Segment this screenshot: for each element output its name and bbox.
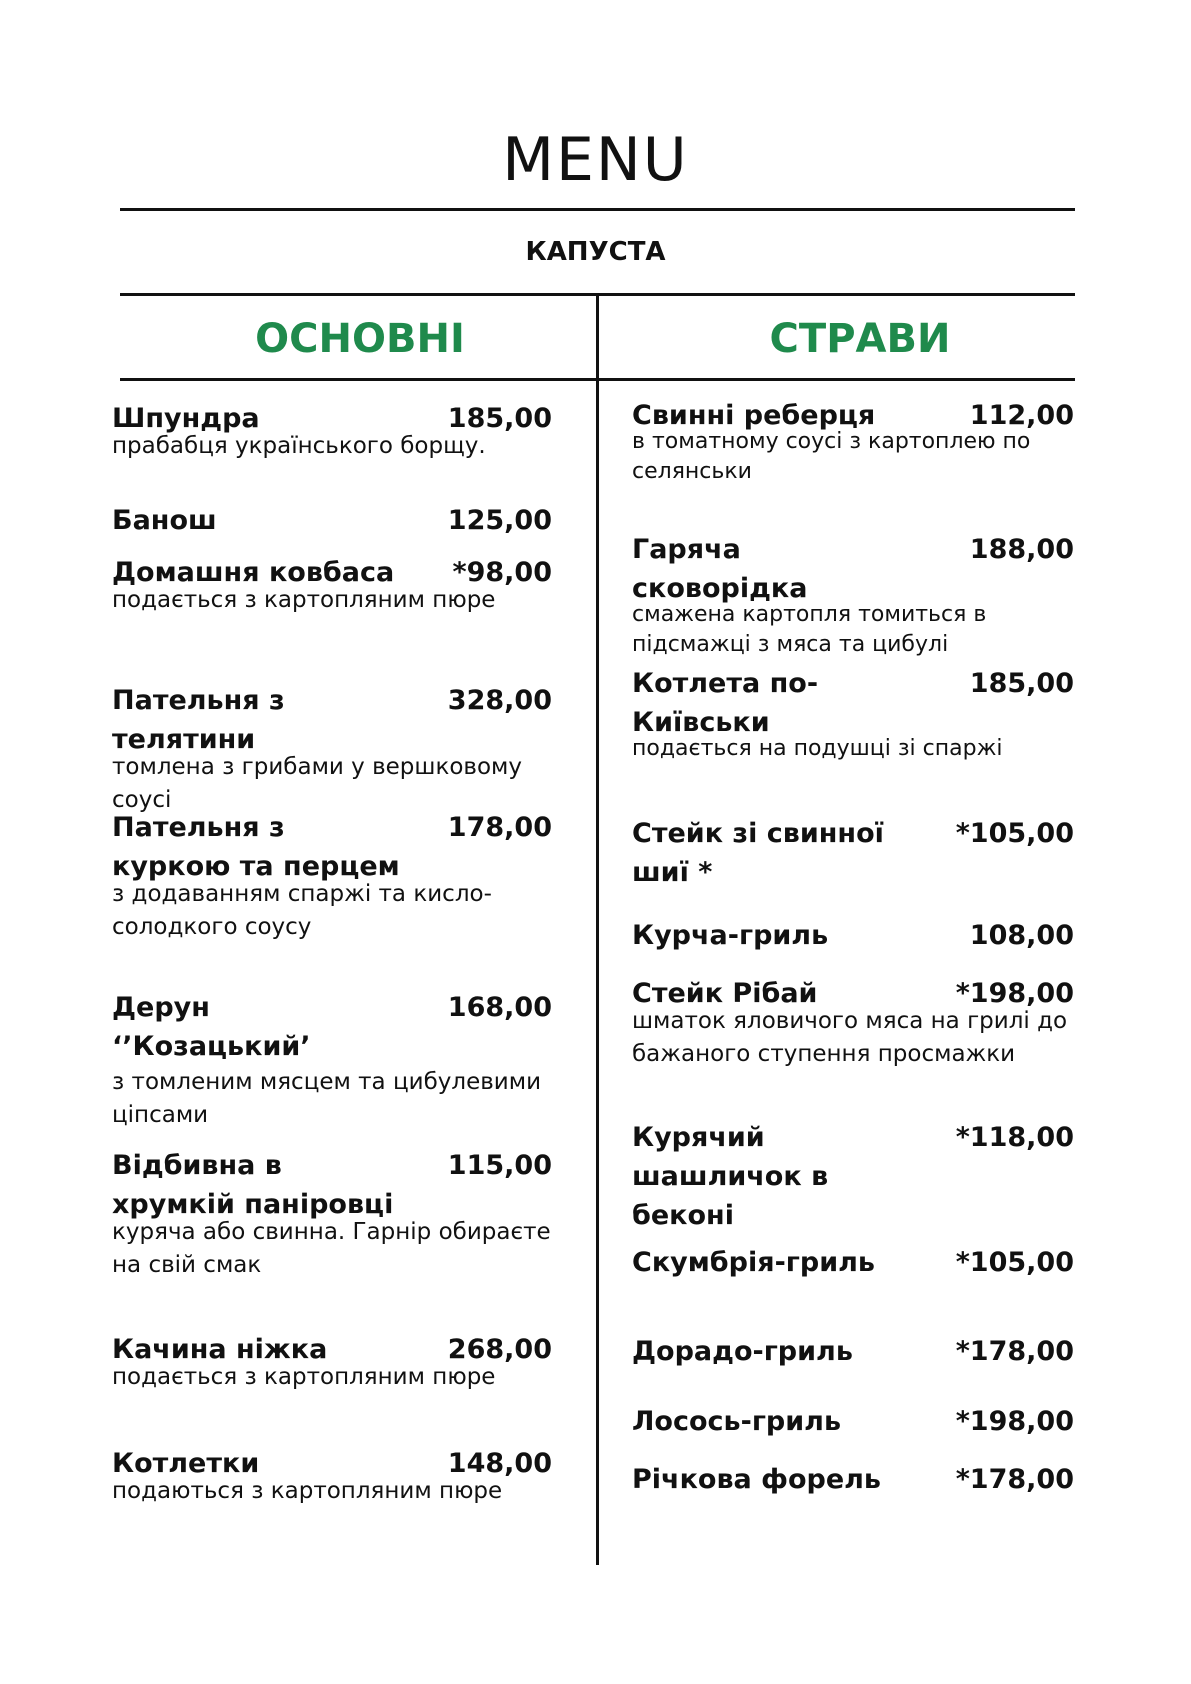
- item-price: 168,00: [447, 992, 552, 1023]
- item-price: *198,00: [955, 1406, 1074, 1437]
- item-description: подається з картопляним пюре: [112, 587, 496, 613]
- menu-item: [632, 814, 1074, 892]
- item-name: Котлетки: [112, 1448, 260, 1479]
- item-name: Скумбрія-гриль: [632, 1247, 875, 1278]
- item-name: Котлета по-Київськи: [632, 668, 819, 738]
- menu-item: [632, 1402, 1074, 1441]
- item-price: 185,00: [447, 403, 552, 434]
- item-name: Шпундра: [112, 403, 260, 434]
- item-description: смажена картопля томиться в підсмажці з мяса та цибулі: [632, 602, 987, 657]
- item-price: *118,00: [955, 1122, 1074, 1153]
- item-description: прабабця українського борщу.: [112, 433, 486, 459]
- menu-item: [632, 974, 1074, 1071]
- menu-item: [632, 1118, 1074, 1235]
- menu-item: [112, 399, 552, 463]
- item-name: Курячий шашличок в беконі: [632, 1122, 829, 1231]
- menu-item: [632, 1460, 1074, 1499]
- item-description: з додаванням спаржі та кисло-солодкого соусу: [112, 881, 492, 940]
- item-name: Домашня ковбаса: [112, 557, 395, 588]
- item-price: 178,00: [447, 812, 552, 843]
- item-name: Свинні реберця: [632, 400, 876, 431]
- page-title: MENU: [502, 125, 689, 195]
- item-name: Пательня з телятини: [112, 685, 285, 755]
- menu-item: [112, 553, 552, 617]
- item-description: з томленим мясцем та цибулевими ціпсами: [112, 1069, 542, 1128]
- menu-item: [632, 916, 1074, 955]
- menu-item: [632, 396, 1074, 487]
- item-price: 185,00: [969, 668, 1074, 699]
- item-name: Стейк зі свинної шиї *: [632, 818, 884, 888]
- item-price: *178,00: [955, 1464, 1074, 1495]
- item-name: Пательня з куркою та перцем: [112, 812, 400, 882]
- item-price: 188,00: [969, 534, 1074, 565]
- item-name: Лосось-гриль: [632, 1406, 842, 1437]
- item-price: 125,00: [447, 505, 552, 536]
- item-price: *98,00: [452, 557, 552, 588]
- item-name: Стейк Рібай: [632, 978, 818, 1009]
- menu-item: [632, 1243, 1074, 1282]
- item-price: 148,00: [447, 1448, 552, 1479]
- column-heading-right: СТРАВИ: [769, 316, 951, 362]
- item-name: Дорадо-гриль: [632, 1336, 853, 1367]
- item-name: Гаряча сковорідка: [632, 534, 808, 604]
- item-description: подаються з картопляним пюре: [112, 1478, 503, 1504]
- item-description: шматок яловичого мяса на грилі до бажаного ступення просмажки: [632, 1008, 1068, 1067]
- item-price: 108,00: [969, 920, 1074, 951]
- menu-item: [632, 530, 1074, 660]
- menu-item: [112, 1330, 552, 1394]
- item-description: в томатному соусі з картоплею по селянськи: [632, 429, 1031, 484]
- item-name: Курча-гриль: [632, 920, 829, 951]
- menu-item: [112, 1146, 552, 1282]
- column-separator: [596, 295, 599, 1565]
- item-name: Дерун ‘’Козацький’: [112, 992, 311, 1062]
- menu-item: [112, 681, 552, 817]
- item-price: *105,00: [955, 818, 1074, 849]
- item-name: Річкова форель: [632, 1464, 881, 1495]
- item-description: томлена з грибами у вершковому соусі: [112, 754, 523, 813]
- menu-item: [112, 988, 552, 1132]
- menu-item: [112, 808, 552, 944]
- menu-item: [112, 501, 552, 540]
- item-price: 268,00: [447, 1334, 552, 1365]
- top-divider: [120, 208, 1075, 211]
- menu-item: [632, 1332, 1074, 1371]
- item-description: куряча або свинна. Гарнір обираєте на свій смак: [112, 1219, 551, 1278]
- menu-item: [112, 1444, 552, 1508]
- item-price: *198,00: [955, 978, 1074, 1009]
- item-price: 115,00: [447, 1150, 552, 1181]
- item-name: Качина ніжка: [112, 1334, 328, 1365]
- item-price: *178,00: [955, 1336, 1074, 1367]
- menu-item: [632, 664, 1074, 764]
- item-name: Банош: [112, 505, 217, 536]
- item-price: 328,00: [447, 685, 552, 716]
- item-description: подається на подушці зі спаржі: [632, 736, 1003, 761]
- item-price: 112,00: [969, 400, 1074, 431]
- restaurant-name: КАПУСТА: [525, 237, 666, 267]
- column-heading-left: ОСНОВНІ: [255, 316, 465, 362]
- item-name: Відбивна в хрумкій паніровці: [112, 1150, 394, 1220]
- item-price: *105,00: [955, 1247, 1074, 1278]
- item-description: подається з картопляним пюре: [112, 1364, 496, 1390]
